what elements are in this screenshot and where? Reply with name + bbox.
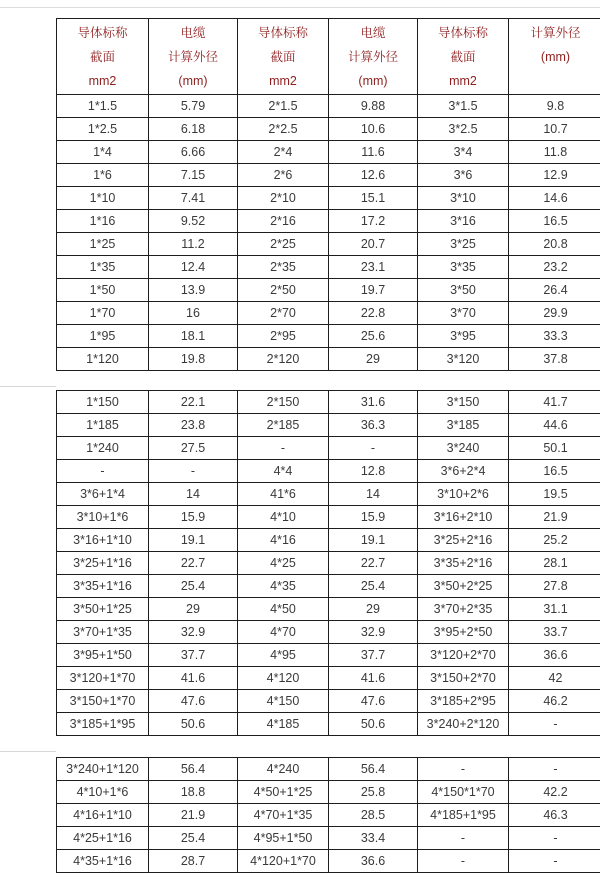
table-cell: 4*35+1*16 [57, 850, 149, 873]
table-cell: 12.6 [329, 164, 418, 187]
table-cell: 15.9 [329, 506, 418, 529]
table-cell: 3*185+1*95 [57, 713, 149, 736]
table-cell: 3*50+1*25 [57, 598, 149, 621]
table-cell: 14 [149, 483, 238, 506]
table-cell: 33.3 [509, 325, 600, 348]
table-cell: 3*150 [418, 391, 509, 414]
table-cell: 4*16 [238, 529, 329, 552]
header-line: 导体标称 [257, 26, 308, 40]
table-cell: 3*95+2*50 [418, 621, 509, 644]
table-cell: 16.5 [509, 460, 600, 483]
table-row [57, 118, 600, 141]
table-cell: 2*1.5 [238, 95, 329, 118]
header-line: 截面 [89, 50, 115, 64]
table-cell: 26.4 [509, 279, 600, 302]
table-cell: - [418, 850, 509, 873]
table-cell: 1*185 [57, 414, 149, 437]
table-cell: 3*240+1*120 [57, 758, 149, 781]
table-cell: 3*150+1*70 [57, 690, 149, 713]
section-divider [0, 751, 56, 752]
table-cell: 1*70 [57, 302, 149, 325]
table-cell: 19.1 [149, 529, 238, 552]
table-cell: 4*150 [238, 690, 329, 713]
cable-diameter-table [56, 757, 600, 873]
table-cell: 2*10 [238, 187, 329, 210]
table-cell: 3*50+2*25 [418, 575, 509, 598]
table-cell: 4*10+1*6 [57, 781, 149, 804]
table-cell: 4*25 [238, 552, 329, 575]
table-cell: 19.7 [329, 279, 418, 302]
table-cell: 4*35 [238, 575, 329, 598]
table-cell: 9.88 [329, 95, 418, 118]
table-row [57, 483, 600, 506]
table-cell: 3*16+1*10 [57, 529, 149, 552]
table-cell: - [57, 460, 149, 483]
table-cell: 2*185 [238, 414, 329, 437]
header-line: 计算外径 [347, 50, 398, 64]
table-cell: 3*185 [418, 414, 509, 437]
table-cell: 3*6 [418, 164, 509, 187]
table-cell: 21.9 [149, 804, 238, 827]
table-cell: 3*240+2*120 [418, 713, 509, 736]
table-cell: 12.4 [149, 256, 238, 279]
table-cell: 27.5 [149, 437, 238, 460]
header-line: mm2 [449, 74, 477, 88]
table-cell: 25.4 [149, 575, 238, 598]
table-cell: 36.6 [329, 850, 418, 873]
header-line: mm2 [269, 74, 297, 88]
table-row [57, 529, 600, 552]
table-row [57, 279, 600, 302]
table-cell: 3*70+2*35 [418, 598, 509, 621]
table-cell: 32.9 [329, 621, 418, 644]
table-row [57, 690, 600, 713]
table-cell: 3*70+1*35 [57, 621, 149, 644]
table-cell: 20.7 [329, 233, 418, 256]
table-row [57, 850, 600, 873]
table-cell: 1*16 [57, 210, 149, 233]
table-row [57, 437, 600, 460]
table-cell: 1*25 [57, 233, 149, 256]
table-cell: 3*10+1*6 [57, 506, 149, 529]
table-cell: 4*25+1*16 [57, 827, 149, 850]
table-cell: 2*2.5 [238, 118, 329, 141]
table-row [57, 713, 600, 736]
table-cell: 1*1.5 [57, 95, 149, 118]
table-cell: 11.2 [149, 233, 238, 256]
table-cell: 3*25 [418, 233, 509, 256]
header-line: 截面 [450, 50, 476, 64]
table-cell: 12.9 [509, 164, 600, 187]
table-cell: 1*35 [57, 256, 149, 279]
table-row [57, 804, 600, 827]
table-row [57, 575, 600, 598]
table-cell: 28.1 [509, 552, 600, 575]
column-header [149, 19, 238, 95]
top-divider [0, 7, 600, 8]
table-cell: 3*240 [418, 437, 509, 460]
table-cell: 16 [149, 302, 238, 325]
table-row [57, 621, 600, 644]
table-row [57, 552, 600, 575]
table-cell: 1*95 [57, 325, 149, 348]
table-cell: 2*16 [238, 210, 329, 233]
table-row [57, 781, 600, 804]
table-cell: 1*150 [57, 391, 149, 414]
table-cell: 36.3 [329, 414, 418, 437]
table-cell: 19.8 [149, 348, 238, 371]
table-row [57, 210, 600, 233]
table-row [57, 758, 600, 781]
header-line: (mm) [358, 74, 388, 88]
header-line: 电缆 [360, 26, 386, 40]
table-cell: 3*35 [418, 256, 509, 279]
table-cell: 3*185+2*95 [418, 690, 509, 713]
table-cell: 25.6 [329, 325, 418, 348]
table-cell: 4*185 [238, 713, 329, 736]
table-cell: 19.5 [509, 483, 600, 506]
table-row [57, 460, 600, 483]
table-cell: 3*1.5 [418, 95, 509, 118]
table-row [57, 348, 600, 371]
table-cell: 29 [149, 598, 238, 621]
section-divider [0, 386, 56, 387]
table-cell: 31.1 [509, 598, 600, 621]
cable-table-part-2 [56, 390, 600, 736]
table-cell: 42.2 [509, 781, 600, 804]
table-cell: 1*10 [57, 187, 149, 210]
table-cell: 46.3 [509, 804, 600, 827]
table-cell: 3*35+1*16 [57, 575, 149, 598]
header-line: (mm) [540, 50, 571, 64]
table-cell: 3*25+2*16 [418, 529, 509, 552]
table-cell: 2*6 [238, 164, 329, 187]
header-line: 计算外径 [167, 50, 218, 64]
table-cell: 16.5 [509, 210, 600, 233]
table-cell: 25.8 [329, 781, 418, 804]
table-cell: 6.66 [149, 141, 238, 164]
header-row [57, 19, 600, 95]
table-cell: 9.52 [149, 210, 238, 233]
table-cell: 27.8 [509, 575, 600, 598]
table-row [57, 256, 600, 279]
header-line: 截面 [270, 50, 296, 64]
table-cell: 32.9 [149, 621, 238, 644]
table-cell: 3*120+1*70 [57, 667, 149, 690]
table-cell: 3*95 [418, 325, 509, 348]
table-cell: 28.7 [149, 850, 238, 873]
table-cell: 4*240 [238, 758, 329, 781]
table-cell: 22.7 [329, 552, 418, 575]
table-cell: 4*185+1*95 [418, 804, 509, 827]
table-cell: 4*70+1*35 [238, 804, 329, 827]
header-line: mm2 [88, 74, 117, 88]
table-cell: - [238, 437, 329, 460]
table-cell: 25.4 [149, 827, 238, 850]
table-row [57, 302, 600, 325]
table-cell: 3*35+2*16 [418, 552, 509, 575]
table-cell: 22.1 [149, 391, 238, 414]
table-cell: 3*6+2*4 [418, 460, 509, 483]
table-cell: 10.6 [329, 118, 418, 141]
table-row [57, 187, 600, 210]
cable-table-part-1 [56, 18, 600, 371]
table-cell: 1*240 [57, 437, 149, 460]
column-header [57, 19, 149, 95]
table-cell: - [509, 758, 600, 781]
table-cell: 4*16+1*10 [57, 804, 149, 827]
table-cell: 33.4 [329, 827, 418, 850]
table-cell: 29 [329, 348, 418, 371]
table-cell: 10.7 [509, 118, 600, 141]
table-cell: 17.2 [329, 210, 418, 233]
table-cell: 2*4 [238, 141, 329, 164]
table-cell: 42 [509, 667, 600, 690]
header-line: 导体标称 [77, 26, 128, 40]
header-line: 电缆 [180, 26, 206, 40]
table-cell: 7.41 [149, 187, 238, 210]
table-cell: 25.2 [509, 529, 600, 552]
table-cell: 2*95 [238, 325, 329, 348]
table-row [57, 391, 600, 414]
table-cell: 4*95 [238, 644, 329, 667]
table-cell: 12.8 [329, 460, 418, 483]
table-cell: 23.8 [149, 414, 238, 437]
table-cell: 28.5 [329, 804, 418, 827]
table-cell: 23.2 [509, 256, 600, 279]
table-cell: 1*4 [57, 141, 149, 164]
cable-table-part-3 [56, 757, 600, 873]
table-cell: 20.8 [509, 233, 600, 256]
table-cell: 7.15 [149, 164, 238, 187]
table-cell: 37.7 [149, 644, 238, 667]
table-cell: 18.8 [149, 781, 238, 804]
table-cell: 14 [329, 483, 418, 506]
table-cell: 22.7 [149, 552, 238, 575]
cable-diameter-table [56, 18, 600, 371]
table-cell: 36.6 [509, 644, 600, 667]
table-cell: 56.4 [329, 758, 418, 781]
table-cell: 1*2.5 [57, 118, 149, 141]
table-cell: - [418, 758, 509, 781]
table-cell: 44.6 [509, 414, 600, 437]
table-cell: 11.6 [329, 141, 418, 164]
table-cell: 41*6 [238, 483, 329, 506]
table-cell: 3*2.5 [418, 118, 509, 141]
table-cell: 14.6 [509, 187, 600, 210]
table-cell: 9.8 [509, 95, 600, 118]
table-cell: 4*50+1*25 [238, 781, 329, 804]
table-row [57, 827, 600, 850]
table-cell: 4*50 [238, 598, 329, 621]
table-cell: 2*150 [238, 391, 329, 414]
table-cell: 31.6 [329, 391, 418, 414]
table-cell: 37.7 [329, 644, 418, 667]
table-cell: 50.6 [329, 713, 418, 736]
table-cell: 50.6 [149, 713, 238, 736]
table-cell: 3*10 [418, 187, 509, 210]
table-cell: 3*6+1*4 [57, 483, 149, 506]
table-cell: - [509, 713, 600, 736]
header-line: 计算外径 [530, 26, 581, 40]
table-cell: - [329, 437, 418, 460]
table-row [57, 233, 600, 256]
table-row [57, 414, 600, 437]
table-cell: 47.6 [329, 690, 418, 713]
table-cell: 6.18 [149, 118, 238, 141]
table-cell: 19.1 [329, 529, 418, 552]
table-cell: 56.4 [149, 758, 238, 781]
table-row [57, 95, 600, 118]
table-cell: 41.6 [149, 667, 238, 690]
table-cell: 47.6 [149, 690, 238, 713]
table-row [57, 164, 600, 187]
table-cell: 5.79 [149, 95, 238, 118]
table-row [57, 141, 600, 164]
table-cell: 21.9 [509, 506, 600, 529]
table-cell: 18.1 [149, 325, 238, 348]
table-cell: 3*25+1*16 [57, 552, 149, 575]
table-row [57, 598, 600, 621]
table-cell: 4*10 [238, 506, 329, 529]
table-cell: 3*120+2*70 [418, 644, 509, 667]
table-cell: 29 [329, 598, 418, 621]
table-cell: 3*150+2*70 [418, 667, 509, 690]
table-cell: 37.8 [509, 348, 600, 371]
table-cell: 2*120 [238, 348, 329, 371]
table-cell: 3*120 [418, 348, 509, 371]
table-cell: - [509, 827, 600, 850]
table-cell: 3*95+1*50 [57, 644, 149, 667]
table-cell: 4*70 [238, 621, 329, 644]
table-cell: 4*120+1*70 [238, 850, 329, 873]
table-row [57, 506, 600, 529]
table-cell: 41.6 [329, 667, 418, 690]
table-cell: 15.9 [149, 506, 238, 529]
table-cell: 4*120 [238, 667, 329, 690]
table-row [57, 667, 600, 690]
header-line: (mm) [178, 74, 208, 88]
table-cell: 1*50 [57, 279, 149, 302]
table-cell: 3*16+2*10 [418, 506, 509, 529]
table-cell: 3*4 [418, 141, 509, 164]
table-cell: 1*120 [57, 348, 149, 371]
table-row [57, 325, 600, 348]
table-cell: - [418, 827, 509, 850]
table-cell: 2*25 [238, 233, 329, 256]
column-header [329, 19, 418, 95]
table-cell: 25.4 [329, 575, 418, 598]
column-header [418, 19, 509, 95]
table-cell: 22.8 [329, 302, 418, 325]
table-cell: 3*70 [418, 302, 509, 325]
table-cell: 2*50 [238, 279, 329, 302]
table-cell: 33.7 [509, 621, 600, 644]
table-cell: 15.1 [329, 187, 418, 210]
table-row [57, 644, 600, 667]
table-cell: - [509, 850, 600, 873]
table-cell: 2*35 [238, 256, 329, 279]
table-cell: 3*50 [418, 279, 509, 302]
table-cell: - [149, 460, 238, 483]
table-cell: 29.9 [509, 302, 600, 325]
table-cell: 11.8 [509, 141, 600, 164]
column-header [509, 19, 600, 95]
column-header [238, 19, 329, 95]
table-cell: 13.9 [149, 279, 238, 302]
table-cell: 41.7 [509, 391, 600, 414]
cable-diameter-table [56, 390, 600, 736]
header-line: 导体标称 [437, 26, 488, 40]
table-cell: 1*6 [57, 164, 149, 187]
table-cell: 2*70 [238, 302, 329, 325]
table-cell: 4*150*1*70 [418, 781, 509, 804]
table-cell: 4*95+1*50 [238, 827, 329, 850]
table-cell: 50.1 [509, 437, 600, 460]
table-cell: 23.1 [329, 256, 418, 279]
table-cell: 46.2 [509, 690, 600, 713]
table-cell: 3*16 [418, 210, 509, 233]
table-cell: 3*10+2*6 [418, 483, 509, 506]
table-cell: 4*4 [238, 460, 329, 483]
